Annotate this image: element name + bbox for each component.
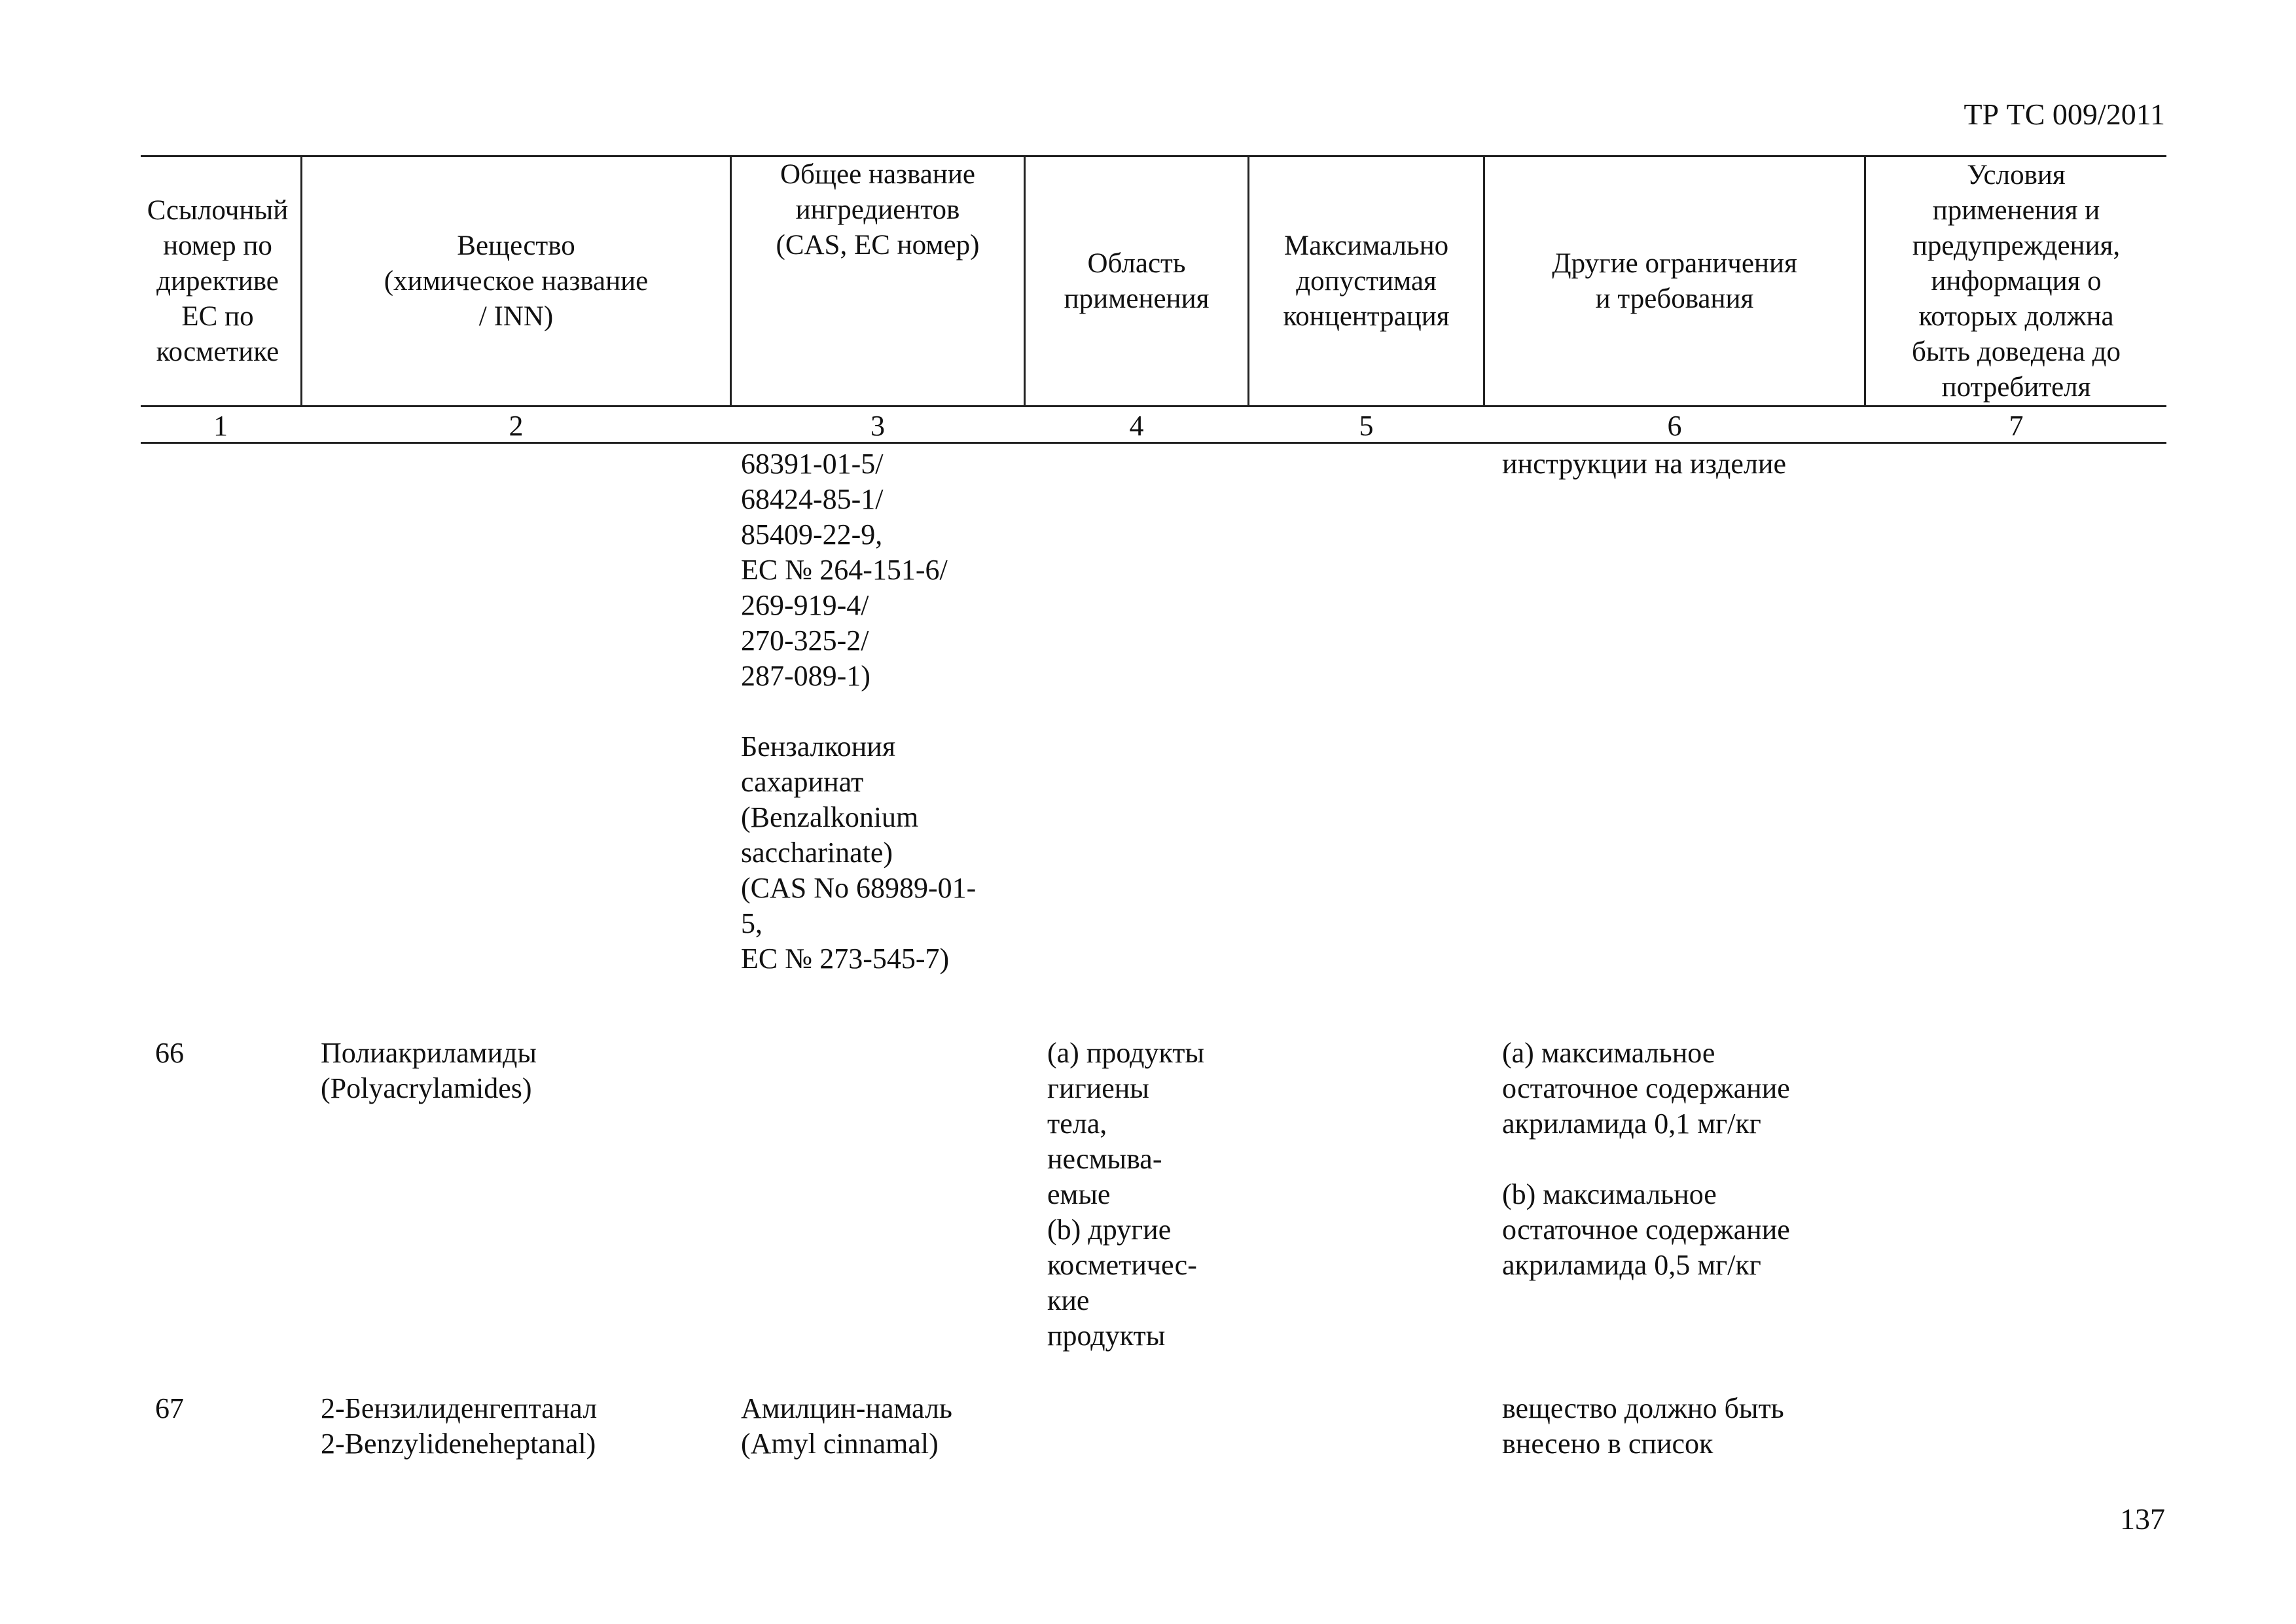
header-ref-number: Ссылочный номер по директиве ЕС по косметике bbox=[147, 195, 289, 367]
header-ingredient-name: Общее название ингредиентов (CAS, ЕС номер) bbox=[776, 159, 980, 261]
ref-number-cell: 67 bbox=[155, 1392, 184, 1424]
header-max-concentration: Максимально допустимая концентрация bbox=[1283, 230, 1450, 332]
column-number: 5 bbox=[1359, 410, 1374, 442]
column-number: 6 bbox=[1667, 410, 1682, 442]
ref-number-cell: 66 bbox=[155, 1037, 184, 1069]
header-application-area: Область применения bbox=[1064, 248, 1210, 314]
column-number: 2 bbox=[509, 410, 524, 442]
ingredient-cell: 68391-01-5/ 68424-85-1/ 85409-22-9, ЕС № 264-151-6/ 269-919-4/ 270-325-2/ 287-089-1) Бензалкония сахаринат (Benzalkonium saccharinate) (CAS No 68989-01- 5, ЕС № 273-545-7) bbox=[741, 448, 977, 975]
application-cell: (a) продукты гигиены тела, несмыва- емые (b) другие косметичес- кие продукты bbox=[1047, 1037, 1205, 1352]
column-number: 3 bbox=[870, 410, 885, 442]
restrictions-cell: инструкции на изделие bbox=[1502, 448, 1786, 480]
header-other-restrictions: Другие ограничения и требования bbox=[1552, 248, 1797, 314]
restrictions-cell: (a) максимальное остаточное содержание акриламида 0,1 мг/кг (b) максимальное остаточное содержание акриламида 0,5 мг/кг bbox=[1502, 1037, 1790, 1281]
restrictions-cell: вещество должно быть внесено в список bbox=[1502, 1392, 1784, 1460]
document-code: ТР ТС 009/2011 bbox=[1964, 98, 2165, 131]
header-warnings: Условия применения и предупреждения, информация о которых должна быть доведена до потребителя bbox=[1911, 160, 2121, 403]
column-number: 1 bbox=[213, 410, 228, 442]
substance-cell: Полиакриламиды (Polyacrylamides) bbox=[321, 1037, 537, 1104]
page-number: 137 bbox=[2120, 1502, 2165, 1536]
ingredient-cell: Амилцин-намаль (Amyl cinnamal) bbox=[741, 1392, 952, 1460]
substance-cell: 2-Бензилиденгептанал 2-Benzylideneheptanal) bbox=[321, 1392, 598, 1460]
column-number: 7 bbox=[2009, 410, 2024, 442]
header-substance: Вещество (химическое название / INN) bbox=[384, 230, 649, 332]
column-number: 4 bbox=[1129, 410, 1144, 442]
